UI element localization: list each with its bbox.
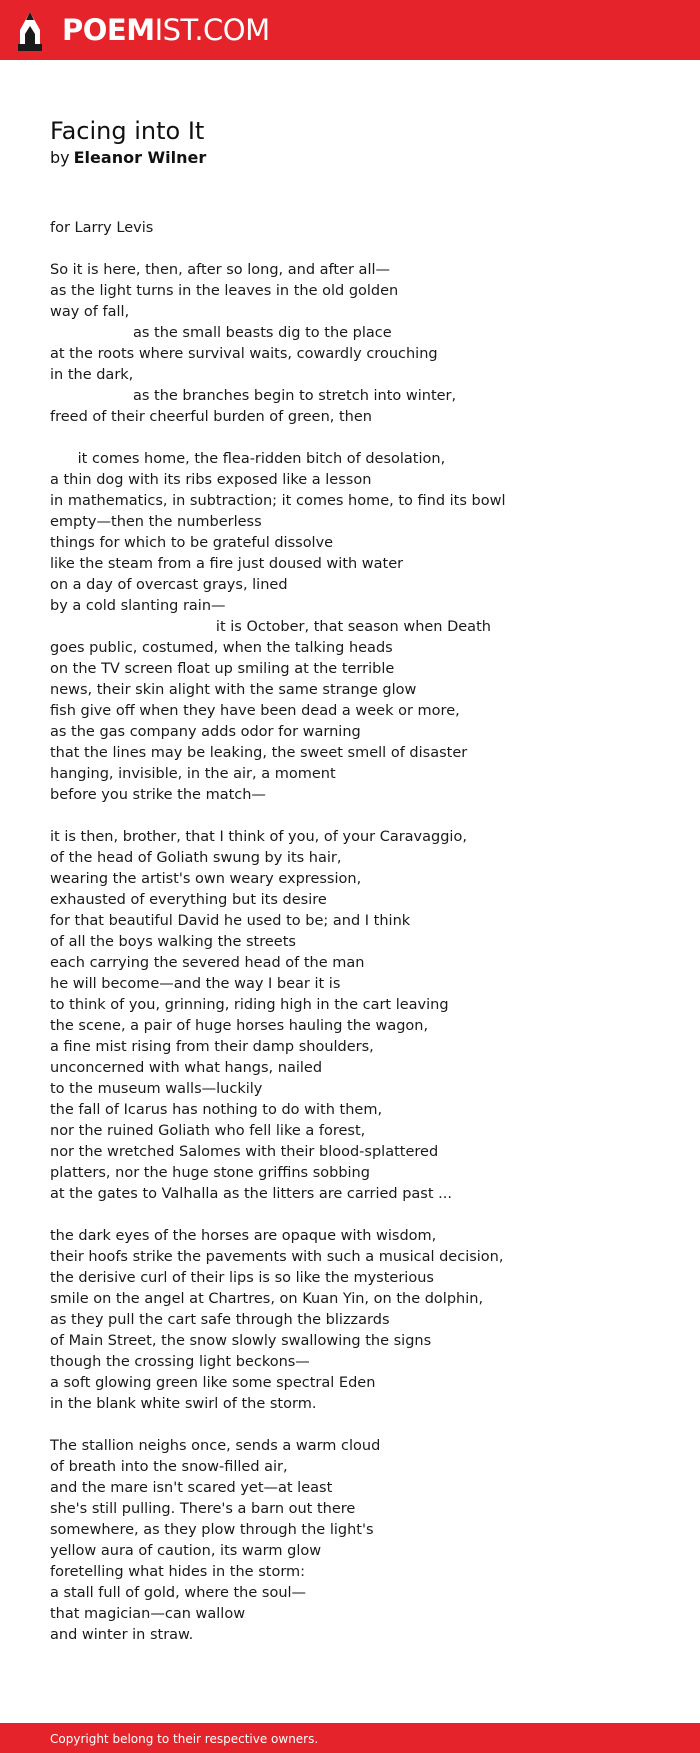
poem-line: in mathematics, in subtraction; it comes home, to find its bowl [50, 493, 506, 509]
site-footer [0, 1723, 700, 1753]
poem-line [50, 1205, 670, 1226]
poem-line: it comes home, the flea-ridden bitch of desolation, [50, 451, 446, 467]
poem-line: the fall of Icarus has nothing to do with them, [50, 1102, 383, 1118]
poem-line: and winter in straw. [50, 1627, 194, 1643]
poem-line: unconcerned with what hangs, nailed [50, 1060, 323, 1076]
poem-line [50, 806, 670, 827]
poem-line: that the lines may be leaking, the sweet smell of disaster [50, 745, 468, 761]
poem-line: like the steam from a fire just doused with water [50, 556, 404, 572]
brand-light: IST.COM [154, 13, 270, 47]
poem-line: as the light turns in the leaves in the old golden [50, 283, 399, 299]
poem-line: he will become—and the way I bear it is [50, 976, 341, 992]
poem-line: hanging, invisible, in the air, a moment [50, 766, 336, 782]
poem-line: each carrying the severed head of the man [50, 955, 365, 971]
poem-line: that magician—can wallow [50, 1606, 246, 1622]
poem-line: the derisive curl of their lips is so like the mysterious [50, 1270, 434, 1286]
poem-line: foretelling what hides in the storm: [50, 1564, 306, 1580]
poem-line: of breath into the snow-filled air, [50, 1459, 288, 1475]
poem-line: on the TV screen float up smiling at the terrible [50, 661, 395, 677]
poem-line: for Larry Levis [50, 220, 154, 236]
poem-line [50, 428, 670, 449]
site-header [0, 0, 700, 60]
poem-line: she's still pulling. There's a barn out there [50, 1501, 356, 1517]
poem-line: goes public, costumed, when the talking heads [50, 640, 393, 656]
poem-line: to think of you, grinning, riding high in the cart leaving [50, 997, 449, 1013]
poem-line: at the gates to Valhalla as the litters are carried past ... [50, 1186, 452, 1202]
poem-line: by a cold slanting rain— [50, 598, 226, 614]
poem-line: in the dark, [50, 367, 134, 383]
poem-line: as the gas company adds odor for warning [50, 724, 361, 740]
poem-line: a soft glowing green like some spectral Eden [50, 1375, 376, 1391]
poem-line: news, their skin alight with the same strange glow [50, 682, 417, 698]
poem-line: of all the boys walking the streets [50, 934, 296, 950]
poem-line: of Main Street, the snow slowly swallowing the signs [50, 1333, 432, 1349]
poem-line: the scene, a pair of huge horses hauling the wagon, [50, 1018, 429, 1034]
by-label: by [50, 148, 70, 167]
copyright-text: Copyright belong to their respective owners. [50, 1732, 319, 1746]
poem-line: it is then, brother, that I think of you, of your Caravaggio, [50, 829, 467, 845]
poem-line: things for which to be grateful dissolve [50, 535, 334, 551]
poem-title: Facing into It [50, 117, 205, 145]
poem-line: So it is here, then, after so long, and after all— [50, 262, 390, 278]
poem-line: in the blank white swirl of the storm. [50, 1396, 317, 1412]
poem-line [50, 1415, 670, 1436]
poem-line: though the crossing light beckons— [50, 1354, 310, 1370]
poem-line: on a day of overcast grays, lined [50, 577, 288, 593]
poem-line: for that beautiful David he used to be; and I think [50, 913, 411, 929]
poem-line: nor the ruined Goliath who fell like a forest, [50, 1123, 366, 1139]
author-name[interactable]: Eleanor Wilner [73, 148, 207, 167]
poem-line: way of fall, [50, 304, 130, 320]
poem-line: The stallion neighs once, sends a warm cloud [50, 1438, 381, 1454]
brand-bold: POEM [62, 13, 155, 47]
site-logo[interactable] [62, 12, 270, 48]
poem-line: a thin dog with its ribs exposed like a lesson [50, 472, 372, 488]
poem-line [50, 239, 670, 260]
poem-line: as they pull the cart safe through the blizzards [50, 1312, 390, 1328]
poem-line: yellow aura of caution, its warm glow [50, 1543, 322, 1559]
poem-line: before you strike the match— [50, 787, 266, 803]
poem-line: a stall full of gold, where the soul— [50, 1585, 307, 1601]
poem-line: to the museum walls—luckily [50, 1081, 263, 1097]
poem-line: their hoofs strike the pavements with such a musical decision, [50, 1249, 504, 1265]
poem-line: and the mare isn't scared yet—at least [50, 1480, 333, 1496]
poem-line: exhausted of everything but its desire [50, 892, 327, 908]
poem-line: platters, nor the huge stone griffins sobbing [50, 1165, 370, 1181]
fountain-pen-nib-icon[interactable] [16, 10, 44, 52]
poem-line: somewhere, as they plow through the light's [50, 1522, 374, 1538]
poem-line: smile on the angel at Chartres, on Kuan Yin, on the dolphin, [50, 1291, 484, 1307]
poem-line: fish give off when they have been dead a week or more, [50, 703, 460, 719]
poem-line: it is October, that season when Death [50, 619, 491, 635]
poem-line: as the branches begin to stretch into winter, [50, 388, 457, 404]
poem-line: a fine mist rising from their damp shoulders, [50, 1039, 374, 1055]
poem-line: as the small beasts dig to the place [50, 325, 392, 341]
poem-line: empty—then the numberless [50, 514, 262, 530]
poem-line: nor the wretched Salomes with their blood-splattered [50, 1144, 439, 1160]
poem-line: wearing the artist's own weary expression, [50, 871, 362, 887]
poem-line: of the head of Goliath swung by its hair, [50, 850, 342, 866]
poem-line: freed of their cheerful burden of green, then [50, 409, 372, 425]
poem-body [50, 218, 670, 1646]
byline [50, 147, 206, 169]
poem-line: at the roots where survival waits, cowardly crouching [50, 346, 438, 362]
poem-line: the dark eyes of the horses are opaque with wisdom, [50, 1228, 437, 1244]
